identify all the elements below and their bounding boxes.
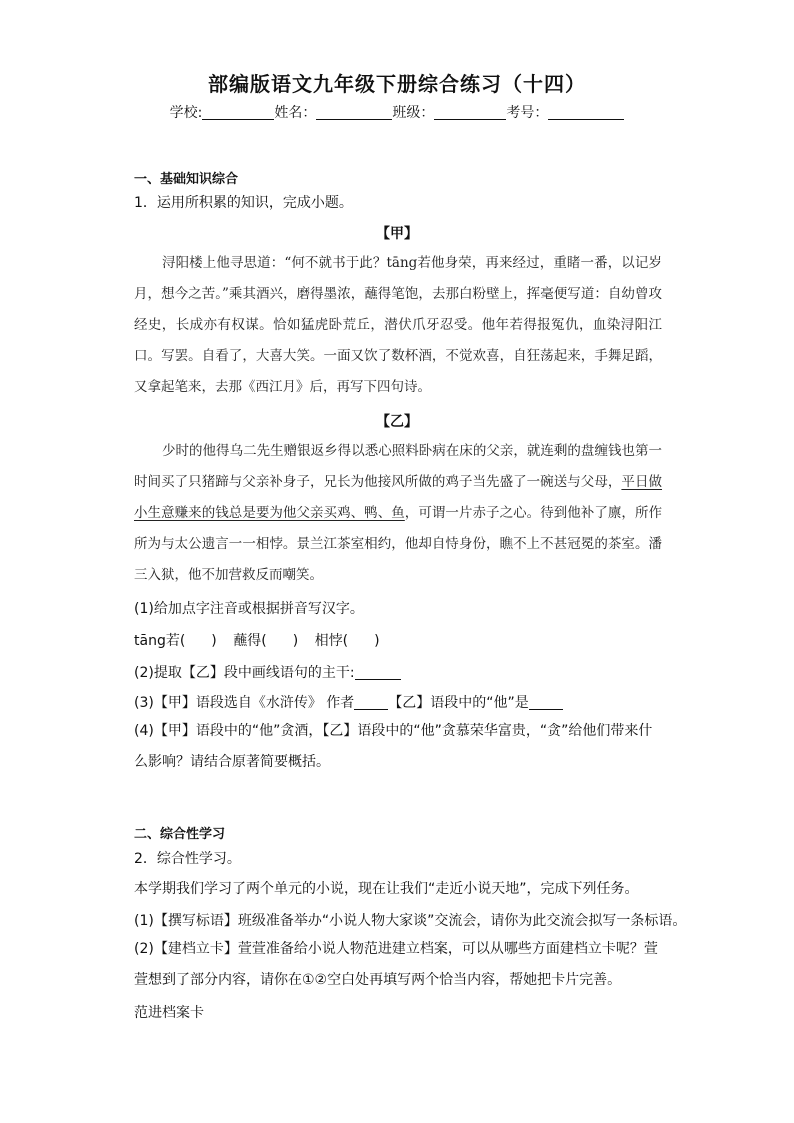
jia-label: 【甲】 (376, 226, 418, 242)
class-blank[interactable] (434, 105, 506, 120)
school-label: 学校: (169, 105, 203, 121)
sub-question-3-part-a: (3)【甲】语段选自《水浒传》 作者 (134, 695, 355, 711)
student-info-line (0, 102, 794, 122)
card-title: 范进档案卡 (134, 1005, 204, 1021)
sub-question-4: (4)【甲】语段中的“他”贪酒，【乙】语段中的“他”贪慕荣华富贵，“贪”给他们带来什么影响？请结合原著简要概括。 (134, 723, 653, 770)
sub-question-1: (1)给加点字注音或根据拼音写汉字。 (134, 601, 364, 617)
task-2: (2)【建档立卡】萱萱准备给小说人物范进建立档案，可以从哪些方面建档立卡呢？萱萱想到了部分内容，请你在①②空白处再填写两个恰当内容，帮她把卡片完善。 (134, 941, 658, 988)
sub-question-2 (134, 662, 401, 682)
author-blank[interactable] (354, 695, 388, 710)
tang-close-paren: ) (211, 633, 217, 649)
item-bei: 相悖( (314, 633, 349, 649)
task-1: (1)【撰写标语】班级准备举办“小说人物大家谈”交流会，请你为此交流会拟写一条标语。 (134, 913, 687, 929)
class-label: 班级： (392, 105, 435, 121)
section2-intro: 本学期我们学习了两个单元的小说，现在让我们“走近小说天地”，完成下列任务。 (134, 881, 639, 897)
name-blank[interactable] (316, 105, 392, 120)
question1-prompt: 1．运用所积累的知识，完成小题。 (134, 195, 353, 211)
sub-question-2-text: (2)提取【乙】段中画线语句的主干: (134, 665, 355, 681)
exam-no-label: 考号： (506, 105, 549, 121)
sub-question-2-blank[interactable] (355, 665, 401, 680)
character-blank[interactable] (529, 695, 563, 710)
zhan-close-paren: ) (292, 633, 299, 649)
exam-no-blank[interactable] (548, 105, 624, 120)
item-tang: tāng若( (134, 633, 186, 649)
sub-question-1-items (134, 630, 380, 650)
yi-text-after: ，可谓一片赤子之心。待到他补了廪，所作所为与太公遗言一一相悖。景兰江茶室相约，他却自恃身份，瞧不上不甚冠冕的茶室。潘三入狱，他不加营救反而嘲笑。 (134, 505, 663, 583)
yi-text-before: 少时的他得乌二先生赠银返乡得以悉心照料卧病在床的父亲，就连剩的盘缠钱也第一时间买了只猪蹄与父亲补身子，兄长为他接风所做的鸡子当先盛了一碗送与父母， (134, 443, 662, 490)
page-title: 部编版语文九年级下册综合练习（十四） (208, 72, 586, 96)
school-blank[interactable] (202, 105, 274, 120)
jia-passage (134, 248, 662, 403)
item-zhan: 蘸得( (233, 633, 267, 649)
yi-label: 【乙】 (376, 414, 418, 430)
yi-passage (134, 436, 662, 591)
jia-text: 浔阳楼上他寻思道：“何不就书于此？tāng若他身荣，再来经过，重睹一番，以记岁月，想今之苦。”乘其酒兴，磨得墨浓，蘸得笔饱，去那白粉壁上，挥毫便写道：自幼曾攻经史，长成亦有权谋。恰如猛虎卧荒丘，潜伏爪牙忍受。他年若得报冤仇，血染浔阳江口。写罢。自看了，大喜大笑。一面又饮了数杯酒，不觉欢喜，自狂荡起来，手舞足蹈，又拿起笔来，去那《西江月》后，再写下四句诗。 (134, 255, 662, 395)
bei-close-paren: ) (374, 633, 380, 649)
name-label: 姓名： (274, 105, 317, 121)
question2-prompt: 2．综合性学习。 (134, 851, 241, 867)
sub-question-3-part-b: 【乙】语段中的“他”是 (388, 695, 529, 711)
yi-underlined-sentence: 平日做小生意赚来的钱总是要为他父亲买鸡、鸭、鱼 (134, 474, 663, 521)
section2-heading: 二、综合性学习 (134, 827, 226, 842)
sub-question-3 (134, 692, 563, 712)
section1-heading: 一、基础知识综合 (134, 172, 239, 187)
